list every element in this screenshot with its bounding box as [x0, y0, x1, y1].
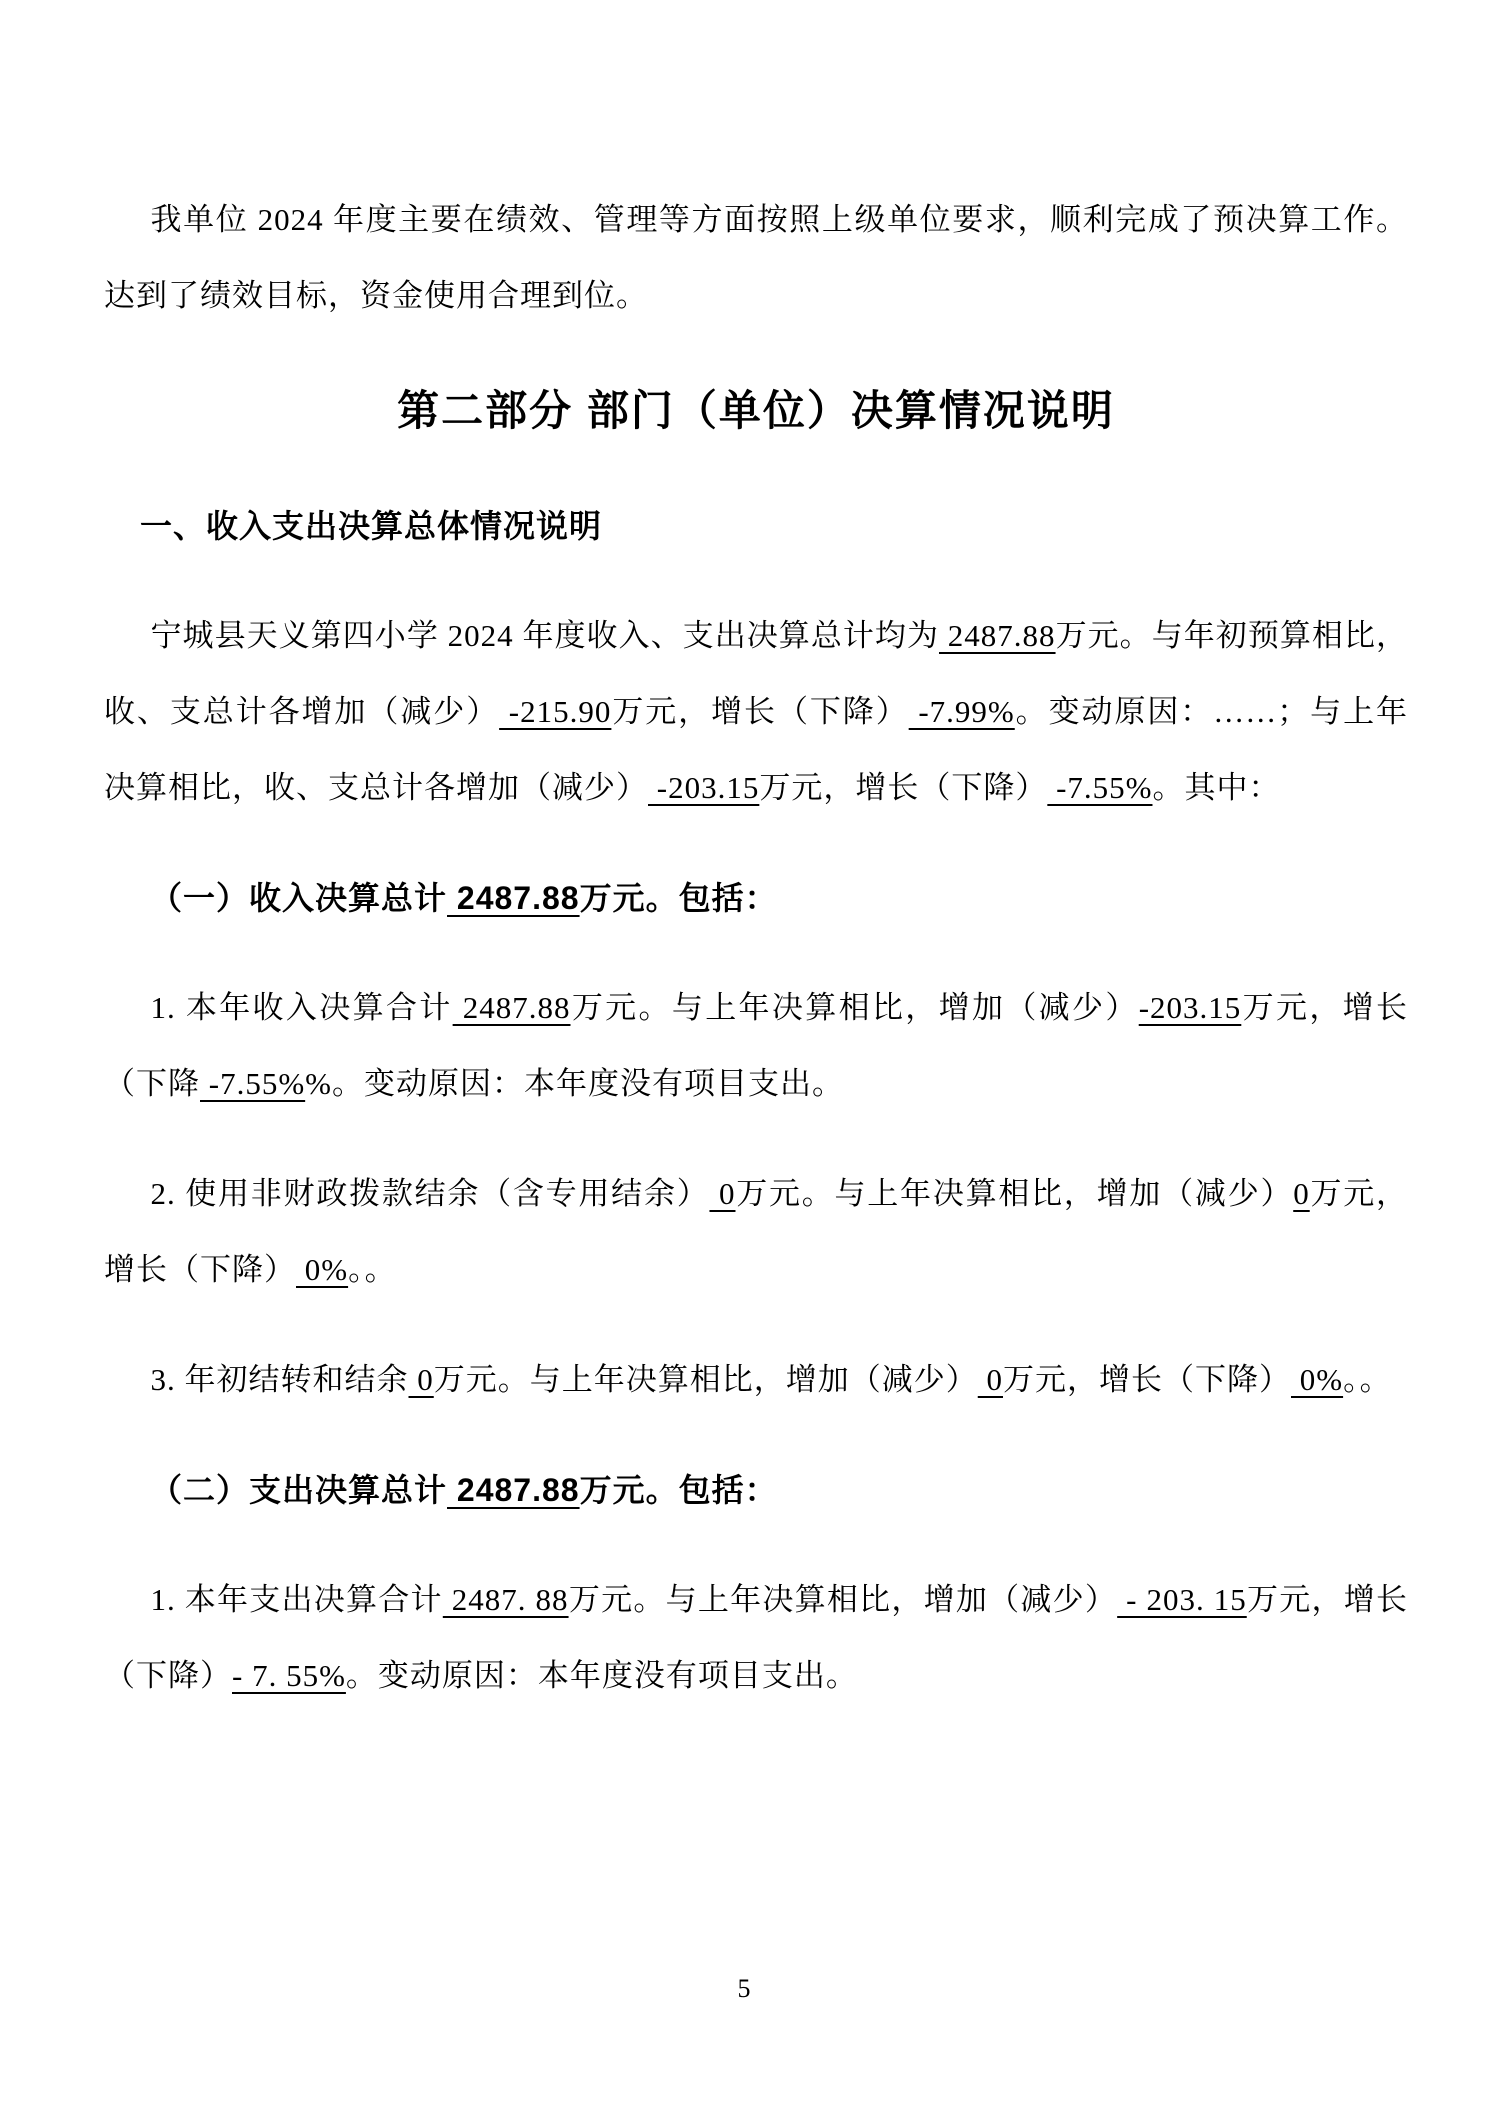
underlined-value: 0: [408, 1362, 434, 1397]
text-segment: 宁城县天义第四小学 2024 年度收入、支出决算总计均为: [150, 618, 939, 653]
text-segment: 3. 年初结转和结余: [150, 1362, 409, 1397]
underlined-value: 0: [977, 1362, 1003, 1397]
overview-paragraph: [104, 598, 1408, 826]
text-segment: 万元。与上年决算相比，增加（减少）: [568, 1582, 1118, 1617]
section-heading-overview: 一、收入支出决算总体情况说明: [140, 508, 603, 544]
underlined-value: -7.99%: [908, 694, 1015, 729]
underlined-value: 2487.88: [447, 1472, 580, 1508]
text-segment: 万元，增长（下降）: [611, 694, 909, 729]
text-segment: 万元。与上年决算相比，增加（减少）: [735, 1176, 1294, 1211]
underlined-value: 0%: [1291, 1362, 1344, 1397]
underlined-value: 2487. 88: [442, 1582, 569, 1617]
underlined-value: -203.15: [648, 770, 760, 805]
expense-item-1: [104, 1562, 1408, 1714]
text-segment: 万元，增长（下降）: [104, 1582, 1409, 1693]
text-segment: 万元。与上年决算相比，增加（减少）: [433, 1362, 978, 1397]
text-segment: 。。: [348, 1252, 397, 1287]
underlined-value: -215.90: [499, 694, 612, 729]
text-segment: 。。: [1343, 1362, 1392, 1397]
text-segment: 万元。包括：: [579, 1472, 778, 1508]
underlined-value: -7.55%: [200, 1066, 306, 1101]
underlined-value: 2487.88: [452, 990, 571, 1025]
income-item-2: [104, 1156, 1408, 1308]
text-segment: 。其中：: [1152, 770, 1281, 805]
text-segment: （二）支出决算总计: [150, 1472, 448, 1508]
underlined-value: 0: [1293, 1176, 1310, 1211]
underlined-value: 2487.88: [447, 880, 580, 916]
text-segment: 万元。与上年决算相比，增加（减少）: [570, 990, 1139, 1025]
underlined-value: 2487.88: [939, 618, 1056, 653]
text-segment: （一）收入决算总计: [150, 880, 448, 916]
text-segment: 1. 本年收入决算合计: [150, 990, 453, 1025]
text-segment: 1. 本年支出决算合计: [150, 1582, 443, 1617]
page-number: 5: [737, 1974, 751, 2003]
text-segment: 2. 使用非财政拨款结余（含专用结余）: [150, 1176, 710, 1211]
text-segment: 万元。与年初预算相比，收、支总计各增加（减少）: [104, 618, 1409, 729]
income-total-heading: [104, 860, 1408, 936]
part-title: 第二部分 部门（单位）决算情况说明: [397, 387, 1115, 434]
text-segment: 万元，增长（下降）: [1003, 1362, 1291, 1397]
text-segment: 万元，增长（下降: [104, 990, 1409, 1101]
underlined-value: - 7. 55%: [232, 1658, 346, 1693]
text-segment: 。变动原因：……；与上年决算相比，收、支总计各增加（减少）: [104, 694, 1409, 805]
underlined-value: - 203. 15: [1117, 1582, 1247, 1617]
text-segment: 万元，增长（下降）: [759, 770, 1048, 805]
text-segment: 万元，增长（下降）: [104, 1176, 1409, 1287]
expense-total-heading: [104, 1452, 1408, 1528]
text-segment: 。变动原因：本年度没有项目支出。: [345, 1658, 858, 1693]
underlined-value: 0: [709, 1176, 736, 1211]
text-segment: 万元。包括：: [579, 880, 778, 916]
income-item-3: [104, 1342, 1408, 1418]
intro-paragraph: 我单位 2024 年度主要在绩效、管理等方面按照上级单位要求，顺利完成了预决算工作。达到了绩效目标，资金使用合理到位。: [104, 202, 1408, 313]
underlined-value: -7.55%: [1047, 770, 1153, 805]
text-segment: %。变动原因：本年度没有项目支出。: [305, 1066, 844, 1101]
underlined-value: -203.15: [1138, 990, 1242, 1025]
income-item-1: [104, 970, 1408, 1122]
underlined-value: 0%: [296, 1252, 349, 1287]
